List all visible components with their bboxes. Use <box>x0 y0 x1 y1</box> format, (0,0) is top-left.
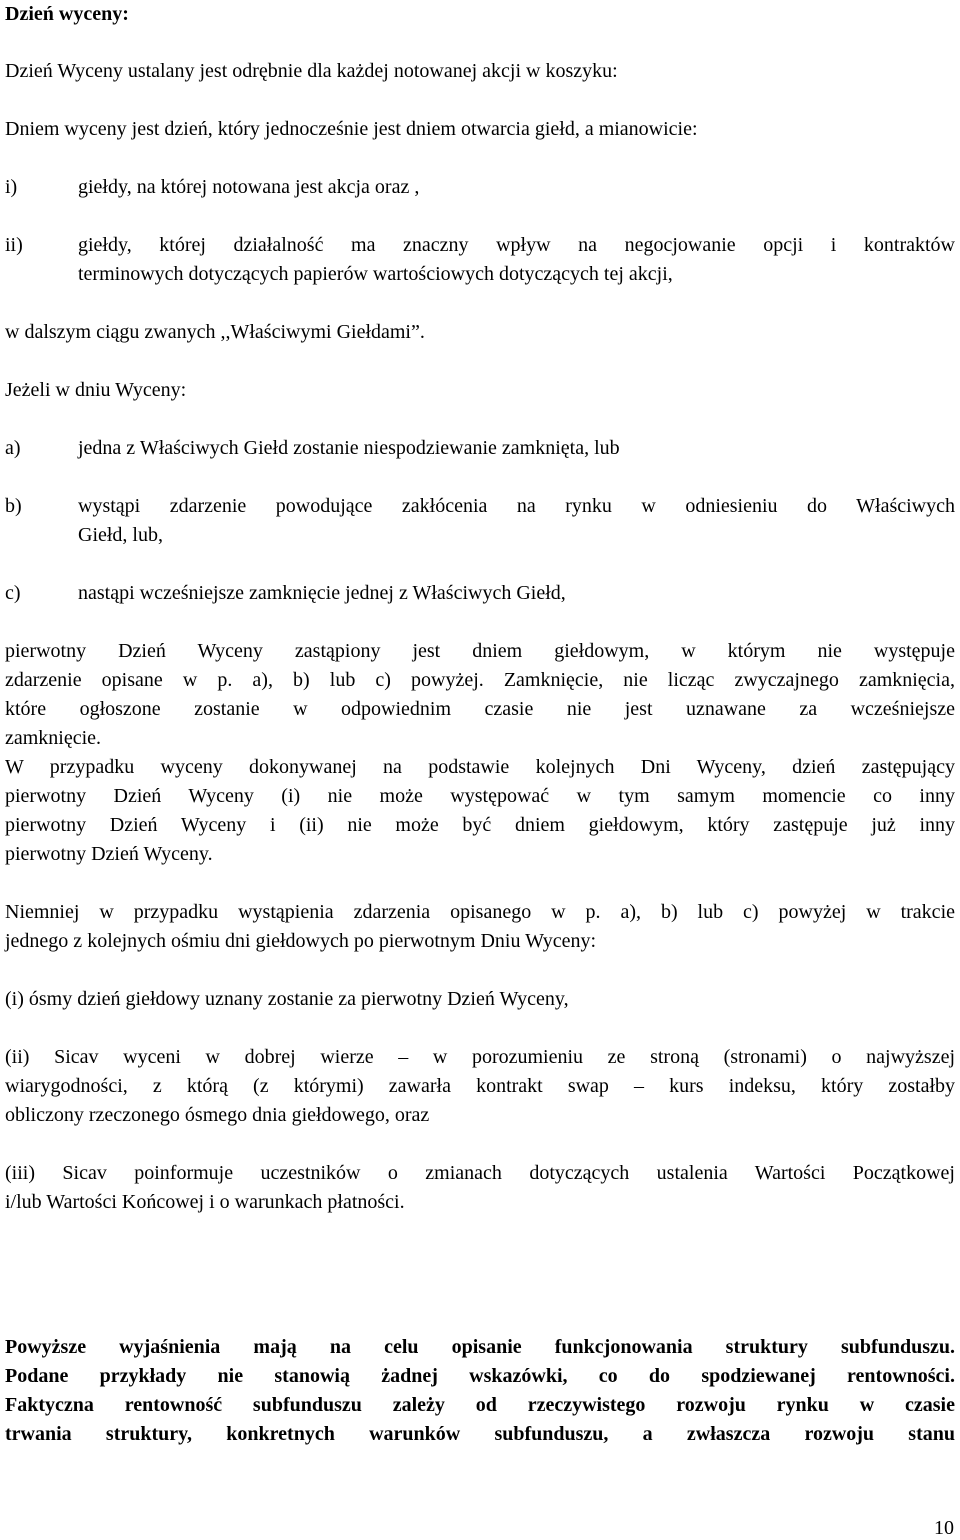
list-item-text: jedna z Właściwych Giełd zostanie niespodziewanie zamknięta, lub <box>78 437 620 459</box>
paragraph-line: wiarygodności, z którą (z którymi) zawarła kontrakt swap – kurs indeksu, który zostałby <box>5 1075 955 1097</box>
paragraph-line: (i) ósmy dzień giełdowy uznany zostanie za pierwotny Dzień Wyceny, <box>5 988 569 1010</box>
paragraph-line: (ii) Sicav wyceni w dobrej wierze – w porozumieniu ze stroną (stronami) o najwyższej <box>5 1046 955 1068</box>
list-item-text: Giełd, lub, <box>78 524 163 546</box>
paragraph-line: pierwotny Dzień Wyceny i (ii) nie może być dniem giełdowym, który zastępuje już inny <box>5 814 955 836</box>
paragraph-line: pierwotny Dzień Wyceny zastąpiony jest dniem giełdowym, w którym nie występuje <box>5 640 955 662</box>
page-number: 10 <box>934 1517 954 1539</box>
paragraph-line: które ogłoszone zostanie w odpowiednim czasie nie jest uznawane za wcześniejsze <box>5 698 955 720</box>
disclaimer-line: trwania struktury, konkretnych warunków subfunduszu, a zwłaszcza rozwoju stanu <box>5 1423 955 1445</box>
paragraph-line: W przypadku wyceny dokonywanej na podstawie kolejnych Dni Wyceny, dzień zastępujący <box>5 756 955 778</box>
paragraph-line: Niemniej w przypadku wystąpienia zdarzenia opisanego w p. a), b) lub c) powyżej w trakcie <box>5 901 955 923</box>
disclaimer-line: Powyższe wyjaśnienia mają na celu opisanie funkcjonowania struktury subfunduszu. <box>5 1336 955 1358</box>
disclaimer-line: Podane przykłady nie stanowią żadnej wskazówki, co do spodziewanej rentowności. <box>5 1365 955 1387</box>
list-item-label: b) <box>5 495 22 517</box>
list-item-label: a) <box>5 437 21 459</box>
paragraph-line: (iii) Sicav poinformuje uczestników o zmianach dotyczących ustalenia Wartości Początkowej <box>5 1162 955 1184</box>
list-item-text: wystąpi zdarzenie powodujące zakłócenia na rynku w odniesieniu do Właściwych <box>78 495 955 517</box>
condition-intro: Jeżeli w dniu Wyceny: <box>5 379 187 401</box>
paragraph-line: pierwotny Dzień Wyceny (i) nie może występować w tym samym momencie co inny <box>5 785 955 807</box>
paragraph-line: i/lub Wartości Końcowej i o warunkach płatności. <box>5 1191 405 1213</box>
paragraph-line: pierwotny Dzień Wyceny. <box>5 843 213 865</box>
list-item-text: giełdy, na której notowana jest akcja oraz , <box>78 176 420 198</box>
list-item-text: nastąpi wcześniejsze zamknięcie jednej z Właściwych Giełd, <box>78 582 566 604</box>
list-item-text: giełdy, której działalność ma znaczny wpływ na negocjowanie opcji i kontraktów <box>78 234 955 256</box>
list-item-label: ii) <box>5 234 23 256</box>
paragraph-line: zamknięcie. <box>5 727 102 749</box>
paragraph-line: jednego z kolejnych ośmiu dni giełdowych po pierwotnym Dniu Wyceny: <box>5 930 597 952</box>
intro-line-2: Dniem wyceny jest dzień, który jednocześnie jest dniem otwarcia giełd, a mianowicie: <box>5 118 698 140</box>
list-item-text: terminowych dotyczących papierów wartościowych dotyczących tej akcji, <box>78 263 673 285</box>
after-list-text: w dalszym ciągu zwanych ,,Właściwymi Giełdami”. <box>5 321 425 343</box>
list-item-label: i) <box>5 176 18 198</box>
page-title: Dzień wyceny: <box>5 3 129 25</box>
list-item-label: c) <box>5 582 21 604</box>
intro-line-1: Dzień Wyceny ustalany jest odrębnie dla każdej notowanej akcji w koszyku: <box>5 60 618 82</box>
paragraph-line: obliczony rzeczonego ósmego dnia giełdowego, oraz <box>5 1104 430 1126</box>
disclaimer-line: Faktyczna rentowność subfunduszu zależy od rzeczywistego rozwoju rynku w czasie <box>5 1394 955 1416</box>
paragraph-line: zdarzenie opisane w p. a), b) lub c) powyżej. Zamknięcie, nie licząc zwyczajnego zamknięcia, <box>5 669 955 691</box>
